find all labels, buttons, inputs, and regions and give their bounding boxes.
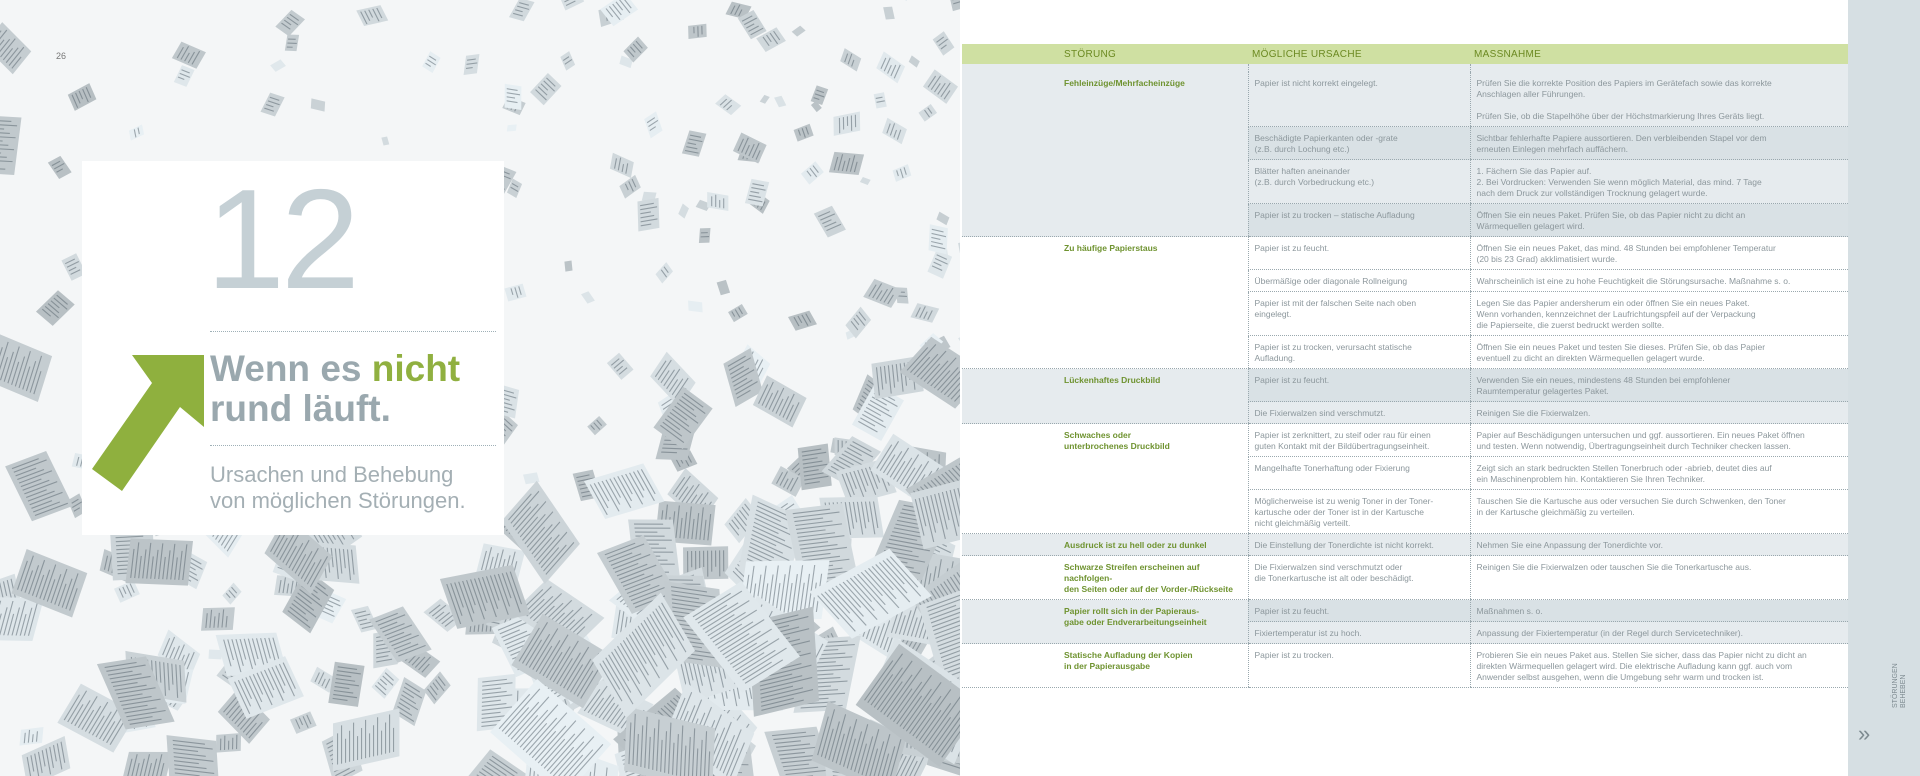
table-row <box>962 600 1848 622</box>
action-text <box>1477 100 1845 111</box>
issue-text: in der Papierausgabe <box>1064 661 1150 671</box>
group-spacer <box>962 64 1848 72</box>
side-label-line1: STÖRUNGEN <box>1892 663 1899 708</box>
cause-text: guten Kontakt mit der Bildübertragungseinheit. <box>1254 441 1430 451</box>
cause-text: Papier ist mit der falschen Seite nach oben <box>1254 298 1417 308</box>
action-cell <box>1470 160 1848 204</box>
action-text: Anschlagen aller Führungen. <box>1476 89 1586 99</box>
action-text: Öffnen Sie ein neues Paket und testen Sie dieses. Prüfen Sie, ob das Papier <box>1476 342 1766 352</box>
cause-text: Die Fixierwalzen sind verschmutzt. <box>1254 408 1386 418</box>
cause-text: Papier ist zu feucht. <box>1254 375 1330 385</box>
issue-cell <box>962 556 1248 600</box>
issue-text: Papier rollt sich in der Papieraus- <box>1064 606 1200 616</box>
issue-cell <box>962 600 1248 644</box>
action-text: Maßnahmen s. o. <box>1476 606 1543 616</box>
cause-text: eingelegt. <box>1254 309 1292 319</box>
cause-text: die Tonerkartusche ist alt oder beschädigt. <box>1254 573 1414 583</box>
cause-cell <box>1248 237 1470 270</box>
subtitle-line1: Ursachen und Behebung <box>210 462 454 487</box>
cause-cell <box>1248 490 1470 534</box>
arrow-up-right-icon <box>92 355 204 495</box>
action-text: Raumtemperatur gelagertes Paket. <box>1476 386 1609 396</box>
header-ursache: MÖGLICHE URSACHE <box>1248 44 1470 64</box>
action-text: Prüfen Sie die korrekte Position des Papiers im Gerätefach sowie das korrekte <box>1476 78 1772 88</box>
action-cell <box>1470 424 1848 457</box>
cause-cell <box>1248 534 1470 556</box>
action-text: 2. Bei Vordrucken: Verwenden Sie wenn möglich Material, das mind. 7 Tage <box>1476 177 1762 187</box>
headline-part2: nicht <box>371 348 461 389</box>
issue-text: Lückenhaftes Druckbild <box>1064 375 1161 385</box>
cause-text: Übermäßige oder diagonale Rollneigung <box>1254 276 1408 286</box>
action-text: Reinigen Sie die Fixierwalzen. <box>1476 408 1591 418</box>
action-cell <box>1470 556 1848 600</box>
divider <box>210 445 496 446</box>
cause-cell <box>1248 204 1470 237</box>
action-text: Probieren Sie ein neues Paket aus. Stellen Sie sicher, dass das Papier nicht zu dicht an <box>1476 650 1807 660</box>
subtitle-line2: von möglichen Störungen. <box>210 488 466 513</box>
action-text: und testen. Wenn notwendig, Übertragungseinheit durch Techniker checken lassen. <box>1476 441 1791 451</box>
action-text: Verwenden Sie ein neues, mindestens 48 Stunden bei empfohlener <box>1476 375 1731 385</box>
issue-text: Schwarze Streifen erscheinen auf nachfolgen- <box>1064 562 1200 583</box>
cause-text: Papier ist zu trocken – statische Aufladung <box>1254 210 1415 220</box>
issue-text: Statische Aufladung der Kopien <box>1064 650 1193 660</box>
cause-text: Die Einstellung der Tonerdichte ist nicht korrekt. <box>1254 540 1434 550</box>
action-text: erneuten Einlegen mehrfach auffächern. <box>1476 144 1629 154</box>
action-text: Wahrscheinlich ist eine zu hohe Feuchtigkeit die Störungsursache. Maßnahme s. o. <box>1476 276 1791 286</box>
cause-text: nicht gleichmäßig verteilt. <box>1254 518 1351 528</box>
issue-text: Ausdruck ist zu hell oder zu dunkel <box>1064 540 1207 550</box>
action-cell <box>1470 622 1848 644</box>
headline-part1: Wenn es <box>210 348 372 389</box>
action-cell <box>1470 600 1848 622</box>
cause-text: Beschädigte Papierkanten oder -grate <box>1254 133 1398 143</box>
cause-text: Mangelhafte Tonerhaftung oder Fixierung <box>1254 463 1410 473</box>
chapter-title-card <box>82 161 504 535</box>
action-cell <box>1470 336 1848 369</box>
table-row <box>962 644 1848 688</box>
side-label-line2: BEHEBEN <box>1900 674 1907 708</box>
action-text: Sichtbar fehlerhafte Papiere aussortieren. Den verbleibenden Stapel vor dem <box>1476 133 1767 143</box>
action-text: Anpassung der Fixiertemperatur (in der Regel durch Servicetechniker). <box>1476 628 1743 638</box>
table-row <box>962 556 1848 600</box>
issue-cell <box>962 72 1248 237</box>
chapter-subtitle <box>210 462 466 514</box>
cause-cell <box>1248 424 1470 457</box>
action-text: Tauschen Sie die Kartusche aus oder versuchen Sie durch Schwenken, den Toner <box>1476 496 1786 506</box>
action-text: eventuell zu dicht an direkten Wärmequellen gelagert wurde. <box>1476 353 1705 363</box>
cause-cell <box>1248 270 1470 292</box>
action-text: Wenn vorhanden, kennzeichnet der Laufrichtungspfeil auf der Verpackung <box>1476 309 1756 319</box>
action-text: direkten Wärmequellen gelagert wird. Die elektrische Aufladung kann ggf. auch vom <box>1476 661 1793 671</box>
table-body <box>962 64 1848 688</box>
cause-cell <box>1248 556 1470 600</box>
cause-cell <box>1248 600 1470 622</box>
table-row <box>962 369 1848 402</box>
action-text: 1. Fächern Sie das Papier auf. <box>1476 166 1592 176</box>
issue-cell <box>962 237 1248 369</box>
action-cell <box>1470 369 1848 402</box>
chapter-number: 12 <box>206 160 356 319</box>
troubleshooting-table-wrap <box>962 44 1848 688</box>
double-chevron-right-icon: » <box>1858 721 1863 746</box>
cause-cell <box>1248 127 1470 160</box>
page-number: 26 <box>56 51 67 61</box>
action-text: Öffnen Sie ein neues Paket. Prüfen Sie, ob das Papier nicht zu dicht an <box>1476 210 1746 220</box>
cause-cell <box>1248 72 1470 127</box>
issue-text: den Seiten oder auf der Vorder-/Rückseite <box>1064 584 1233 594</box>
issue-cell <box>962 644 1248 688</box>
cause-cell <box>1248 644 1470 688</box>
action-text: Papier auf Beschädigungen untersuchen und ggf. aussortieren. Ein neues Paket öffnen <box>1476 430 1805 440</box>
cause-cell <box>1248 160 1470 204</box>
issue-text: gabe oder Endverarbeitungseinheit <box>1064 617 1207 627</box>
cause-text: Papier ist nicht korrekt eingelegt. <box>1254 78 1378 88</box>
action-cell <box>1470 490 1848 534</box>
action-text: Anwender selbst ausgehen, wenn die Umgebung sehr warm und trocken ist. <box>1476 672 1764 682</box>
action-cell <box>1470 237 1848 270</box>
action-cell <box>1470 292 1848 336</box>
cause-text: Fixiertemperatur ist zu hoch. <box>1254 628 1362 638</box>
action-text: Prüfen Sie, ob die Stapelhöhe über der Höchstmarkierung Ihres Geräts liegt. <box>1476 111 1765 121</box>
issue-cell <box>962 369 1248 424</box>
issue-cell <box>962 424 1248 534</box>
action-text: Öffnen Sie ein neues Paket, das mind. 48 Stunden bei empfohlener Temperatur <box>1476 243 1776 253</box>
cause-text: Aufladung. <box>1254 353 1296 363</box>
side-tab <box>1848 0 1920 776</box>
action-text: Nehmen Sie eine Anpassung der Tonerdichte vor. <box>1476 540 1663 550</box>
action-text: Reinigen Sie die Fixierwalzen oder tauschen Sie die Tonerkartusche aus. <box>1476 562 1752 572</box>
cause-text: Die Fixierwalzen sind verschmutzt oder <box>1254 562 1403 572</box>
cause-cell <box>1248 402 1470 424</box>
issue-cell <box>962 534 1248 556</box>
cause-text: Papier ist zu feucht. <box>1254 243 1330 253</box>
action-text: (20 bis 23 Grad) akklimatisiert wurde. <box>1476 254 1618 264</box>
cause-text: (z.B. durch Lochung etc.) <box>1254 144 1350 154</box>
table-row <box>962 424 1848 457</box>
cause-text: Papier ist zu trocken. <box>1254 650 1334 660</box>
issue-text: unterbrochenes Druckbild <box>1064 441 1170 451</box>
action-text: Legen Sie das Papier andersherum ein oder öffnen Sie ein neues Paket. <box>1476 298 1750 308</box>
action-cell <box>1470 644 1848 688</box>
table-row <box>962 72 1848 127</box>
cause-text: Blätter haften aneinander <box>1254 166 1350 176</box>
action-cell <box>1470 534 1848 556</box>
action-text: in der Kartusche gleichmäßig zu verteilen. <box>1476 507 1635 517</box>
action-text: Zeigt sich an stark bedruckten Stellen Tonerbruch oder -abrieb, deutet dies auf <box>1476 463 1772 473</box>
action-text: die Papierseite, die zuerst bedruckt werden sollte. <box>1476 320 1665 330</box>
chapter-headline <box>210 349 460 429</box>
action-text: ein Maschinenproblem hin. Kontaktieren Sie Ihren Techniker. <box>1476 474 1706 484</box>
side-tab-label <box>1892 663 1908 708</box>
action-cell <box>1470 204 1848 237</box>
action-text: Wärmequellen gelagert wird. <box>1476 221 1585 231</box>
cause-text: (z.B. durch Vorbedruckung etc.) <box>1254 177 1375 187</box>
action-cell <box>1470 402 1848 424</box>
cause-cell <box>1248 336 1470 369</box>
headline-line2: rund läuft. <box>210 388 391 429</box>
action-cell <box>1470 72 1848 127</box>
troubleshooting-table <box>962 44 1848 688</box>
issue-text: Fehleinzüge/Mehrfacheinzüge <box>1064 78 1185 88</box>
divider <box>210 331 496 332</box>
action-cell <box>1470 457 1848 490</box>
table-header-row <box>962 44 1848 64</box>
cause-text: Möglicherweise ist zu wenig Toner in der Toner- <box>1254 496 1434 506</box>
issue-text: Schwaches oder <box>1064 430 1132 440</box>
header-massnahme: MASSNAHME <box>1470 44 1848 64</box>
cause-cell <box>1248 292 1470 336</box>
right-page <box>960 0 1920 776</box>
action-cell <box>1470 270 1848 292</box>
cause-text: Papier ist zu trocken, verursacht statische <box>1254 342 1412 352</box>
header-stoerung: STÖRUNG <box>962 44 1248 64</box>
cause-cell <box>1248 369 1470 402</box>
table-row <box>962 534 1848 556</box>
cause-text: kartusche oder der Toner ist in der Kartusche <box>1254 507 1424 517</box>
cause-text: Papier ist zu feucht. <box>1254 606 1330 616</box>
table-row <box>962 237 1848 270</box>
cause-cell <box>1248 622 1470 644</box>
issue-text: Zu häufige Papierstaus <box>1064 243 1158 253</box>
action-cell <box>1470 127 1848 160</box>
cause-cell <box>1248 457 1470 490</box>
action-text: nach dem Druck zur vollständigen Trocknung gelagert wurde. <box>1476 188 1708 198</box>
cause-text: Papier ist zerknittert, zu steif oder rau für einen <box>1254 430 1431 440</box>
